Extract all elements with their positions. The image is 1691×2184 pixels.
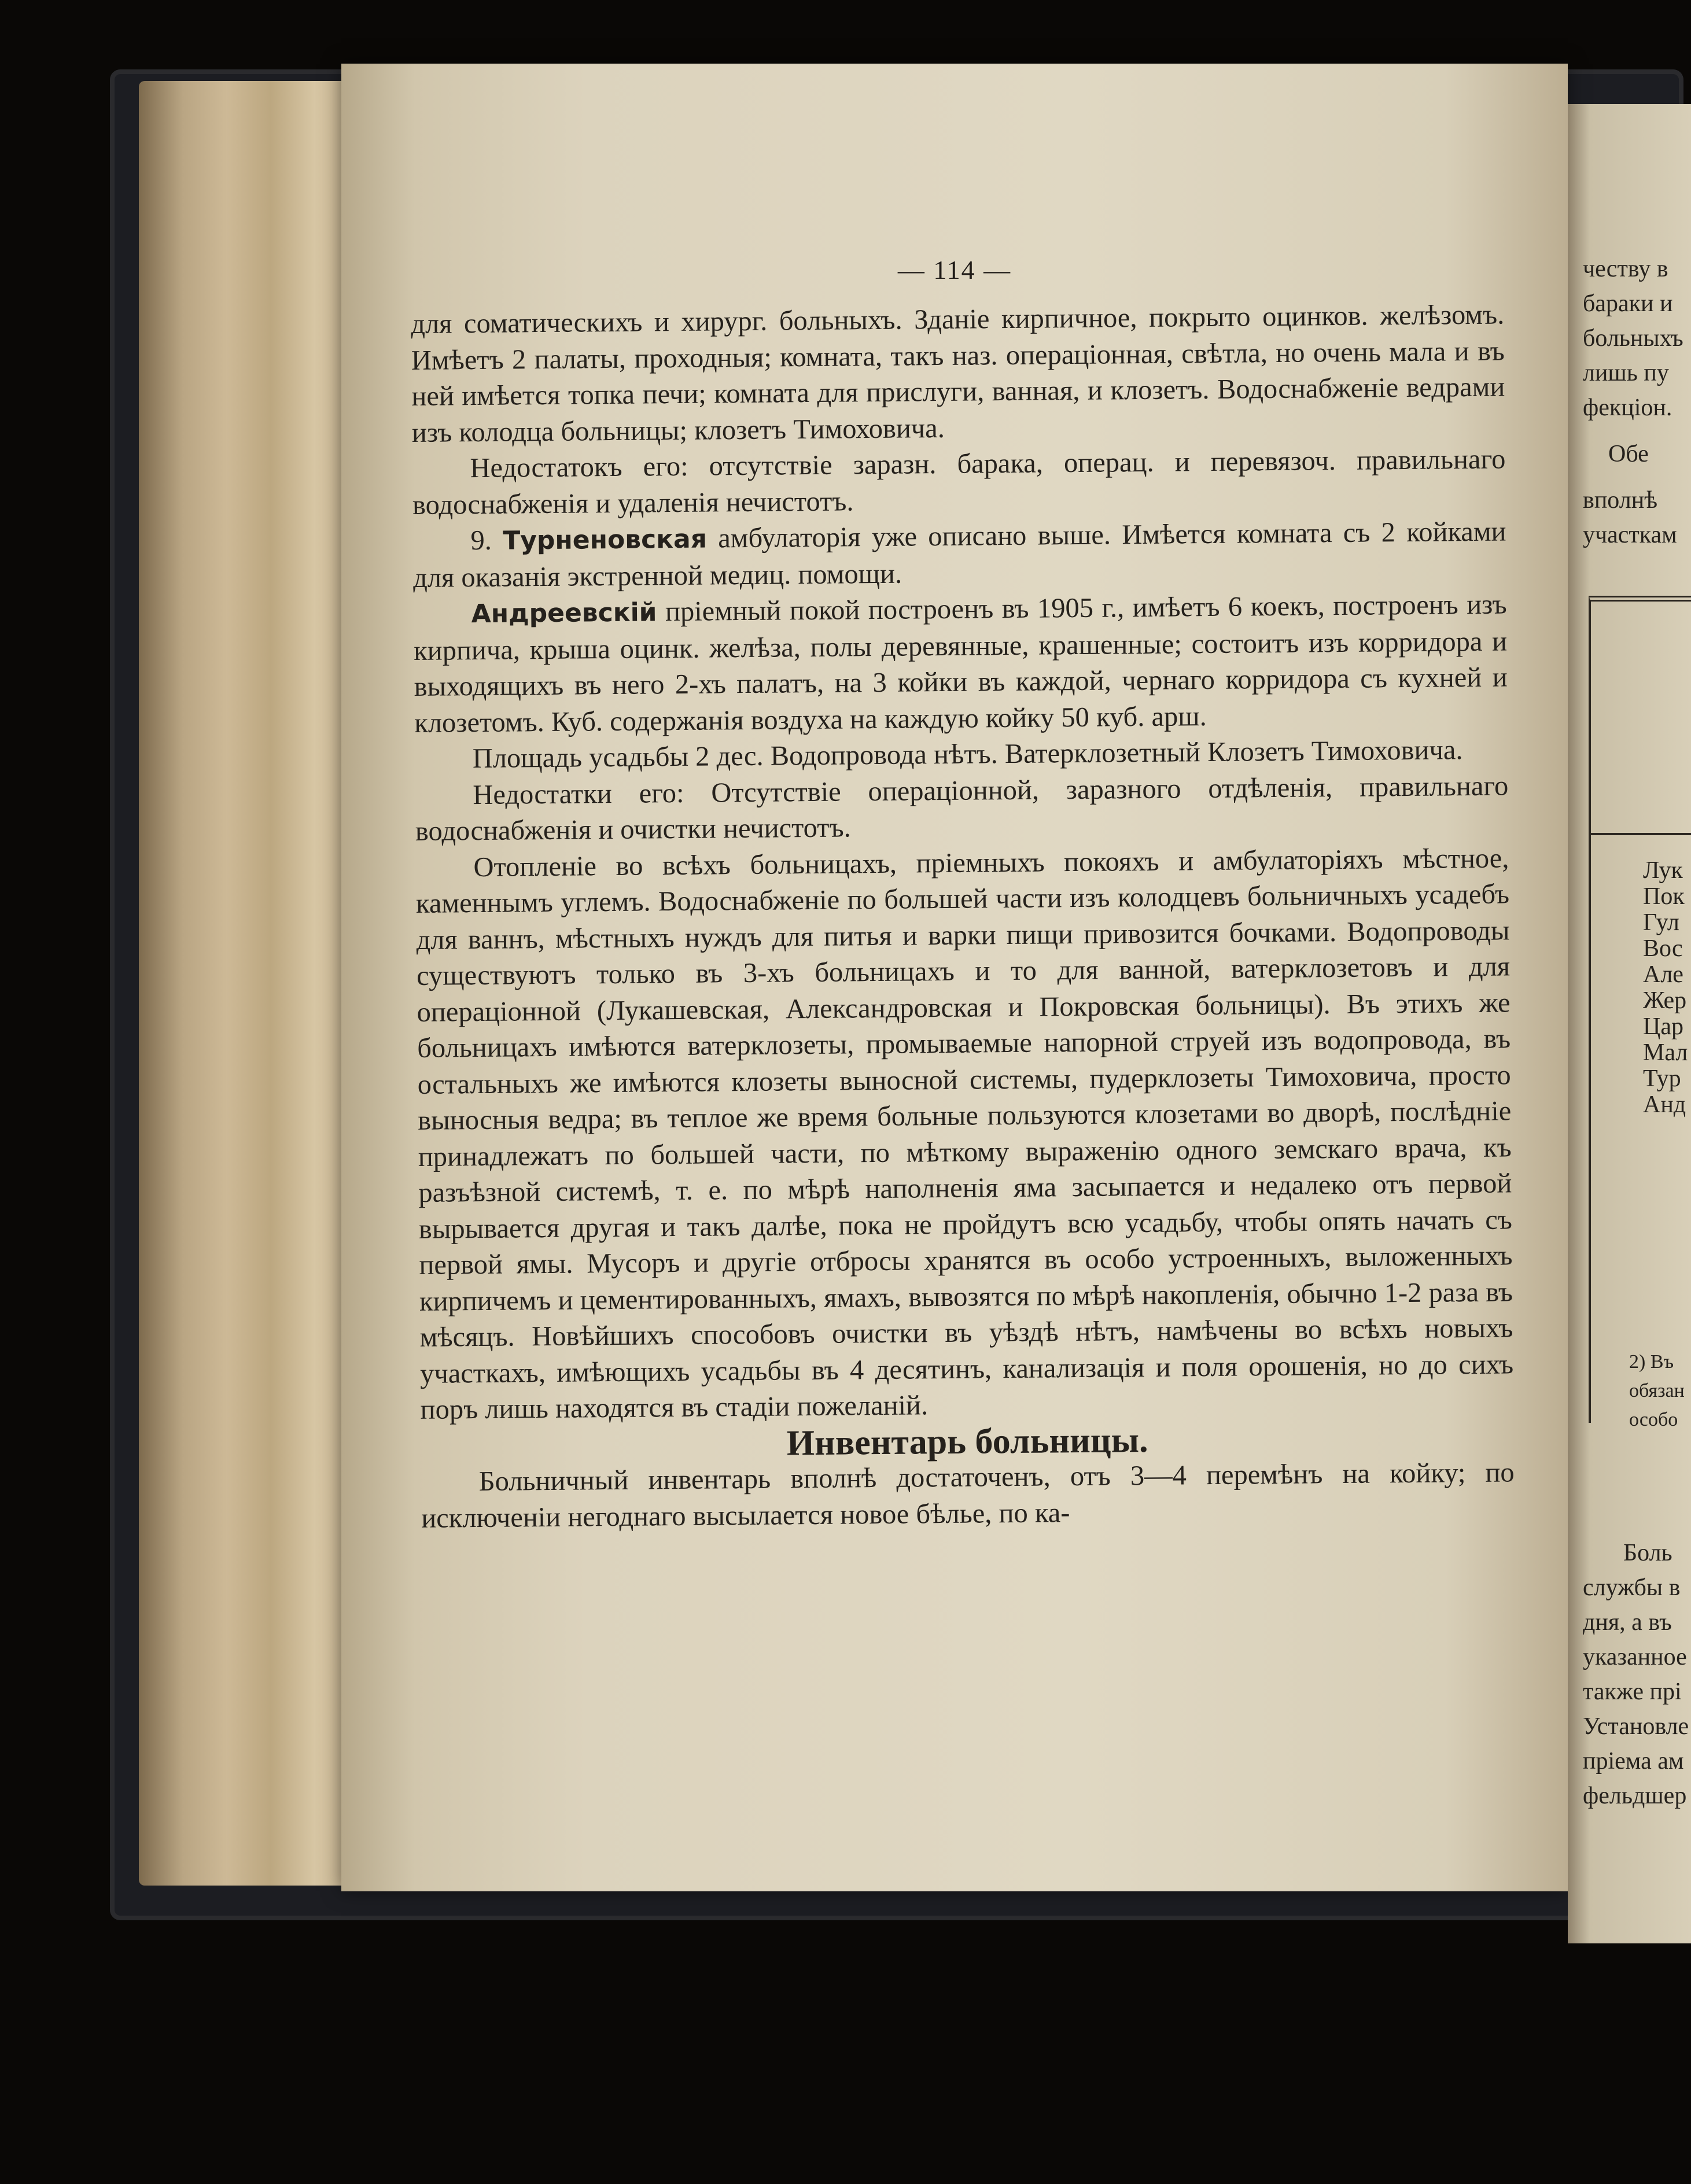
paragraph-3 (412, 514, 1506, 596)
paragraph-5: Площадь усадьбы 2 дес. Водопровода нѣтъ. Ватерклозетный Клозетъ Тимоховича. (472, 735, 1463, 774)
table-row: Анд (1643, 1091, 1686, 1118)
table-row: Пок (1643, 883, 1685, 910)
page-number: — 114 — (897, 255, 1012, 285)
right-page-line: Установле (1583, 1713, 1689, 1740)
right-page-line: вполнѣ (1583, 487, 1657, 514)
table-row: Вос (1643, 935, 1683, 962)
paragraph-1: для соматическихъ и хирург. больныхъ. Зданіе кирпичное, покрыто оцинков. желѣзомъ. Имѣетъ 2 палаты, проходныя; комната, такъ наз. операціонная, свѣтла, но очень мала и въ ней имѣется топка печи; комната для прислуги, ванная, и клозетъ. Водоснабженіе ведрами изъ колодца больницы; клозетъ Тимоховича. (411, 299, 1505, 448)
paragraph-4 (413, 586, 1508, 741)
table-row: Лук (1643, 857, 1683, 884)
footnote-line: 2) Въ (1629, 1351, 1674, 1373)
paragraph-6: Недостатки его: Отсутствіе операціонной, заразного отдѣленія, правильнаго водоснабженія и очистки нечистотъ. (415, 770, 1509, 847)
right-page-line: службы в (1583, 1574, 1681, 1601)
right-page-line: больныхъ (1583, 325, 1683, 352)
right-page-line: бараки и (1583, 290, 1673, 317)
paragraph-4-text: пріемный покой построенъ въ 1905 г., имѣетъ 6 коекъ, построенъ изъ кирпича, крыша оцинк. желѣза, полы деревянные, крашенные; состоитъ изъ корридора и выходящихъ въ него 2-хъ палатъ, на 3 койки въ каждой, чернаго корридора съ кухней и клозетомъ. Куб. содержанія воздуха на каждую койку 50 куб. арш. (413, 589, 1508, 739)
facility-name-andreevsky: Андреевскій (471, 597, 657, 629)
right-page-line: Обе (1608, 441, 1649, 467)
right-page-line: Боль (1623, 1540, 1672, 1566)
table-row: Тур (1643, 1065, 1681, 1092)
right-page-line: фекціон. (1583, 394, 1672, 421)
right-page-line: участкам (1583, 522, 1677, 548)
right-page-line: дня, а въ (1583, 1609, 1672, 1636)
right-page-line: также прі (1583, 1678, 1682, 1705)
main-text (411, 297, 1515, 1537)
right-page-line: честву в (1583, 256, 1668, 282)
paragraph-3-text: амбулаторія уже описано выше. Имѣется комната съ 2 койками для оказанія экстренной медиц. помощи. (412, 516, 1506, 593)
main-page (341, 64, 1568, 1891)
table-row: Але (1643, 961, 1683, 988)
paragraph-7: Отопленіе во всѣхъ больницахъ, пріемныхъ покояхъ и амбулаторіяхъ мѣстное, каменнымъ углемъ. Водоснабженіе по большей части изъ колодцевъ больничныхъ усадебъ для ваннъ, мѣстныхъ нуждъ для питья и варки пищи привозится бочками. Водопроводы существуютъ только въ 3-хъ больницахъ и то для ванной, ватерклозетовъ и для операціонной (Лукашевская, Александровская и Покровская больницы). Въ этихъ же больницахъ имѣются ватерклозеты, промываемые напорной струей изъ водопровода, въ остальныхъ же имѣются клозеты выносной системы, пудерклозеты Тимоховича, просто выносныя ведра; въ теплое же время больные пользуются клозетами во дворѣ, послѣдніе принадлежатъ по большей части, по мѣткому выраженію одного земскаго врача, къ разъѣзной системѣ, т. е. по мѣрѣ наполненія яма засыпается и недалеко отъ первой вырывается другая и такъ далѣе, пока не пройдутъ всю усадьбу, чтобы опять начать съ первой ямы. Мусоръ и другіе отбросы хранятся въ особо устроенныхъ, выложенныхъ кирпичемъ и цементированныхъ, ямахъ, вывозятся по мѣрѣ накопленія, обычно 1-2 раза въ мѣсяцъ. Новѣйшихъ способовъ очистки въ уѣздѣ нѣтъ, намѣчены во всѣхъ новыхъ участкахъ, имѣющихъ усадьбы въ 4 десятинъ, канализація и поля орошенія, но до сихъ поръ лишь находятся въ стадіи пожеланій. (415, 842, 1514, 1425)
footnote-line: особо (1629, 1409, 1678, 1430)
paragraph-2: Недостатокъ его: отсутствіе заразн. барака, операц. и перевязоч. правильнаго водоснабженія и удаленія нечистотъ. (412, 444, 1506, 521)
paragraph-8: Больничный инвентарь вполнѣ достаточенъ, отъ 3—4 перемѣнъ на койку; по исключеніи негоднаго высылается новое бѣлье, по ка- (421, 1457, 1515, 1534)
right-page-line: фельдшер (1583, 1783, 1687, 1809)
right-page-line: лишь пу (1583, 360, 1669, 386)
section-title: Инвентарь больницы. (786, 1420, 1148, 1463)
table-divider (1591, 833, 1691, 835)
right-page-line: пріема ам (1583, 1748, 1684, 1774)
table-row: Гул (1643, 909, 1679, 936)
right-page-line: указанное (1583, 1644, 1687, 1670)
table-row: Мал (1643, 1039, 1688, 1066)
footnote-line: обязан (1629, 1380, 1685, 1401)
facility-name-turkenovskaya: Турненовская (502, 524, 708, 556)
right-page (1568, 104, 1691, 1943)
page-edges (139, 81, 359, 1886)
table-row: Цар (1643, 1013, 1683, 1040)
table-row: Жер (1643, 987, 1687, 1014)
item-number: 9. (470, 525, 492, 556)
